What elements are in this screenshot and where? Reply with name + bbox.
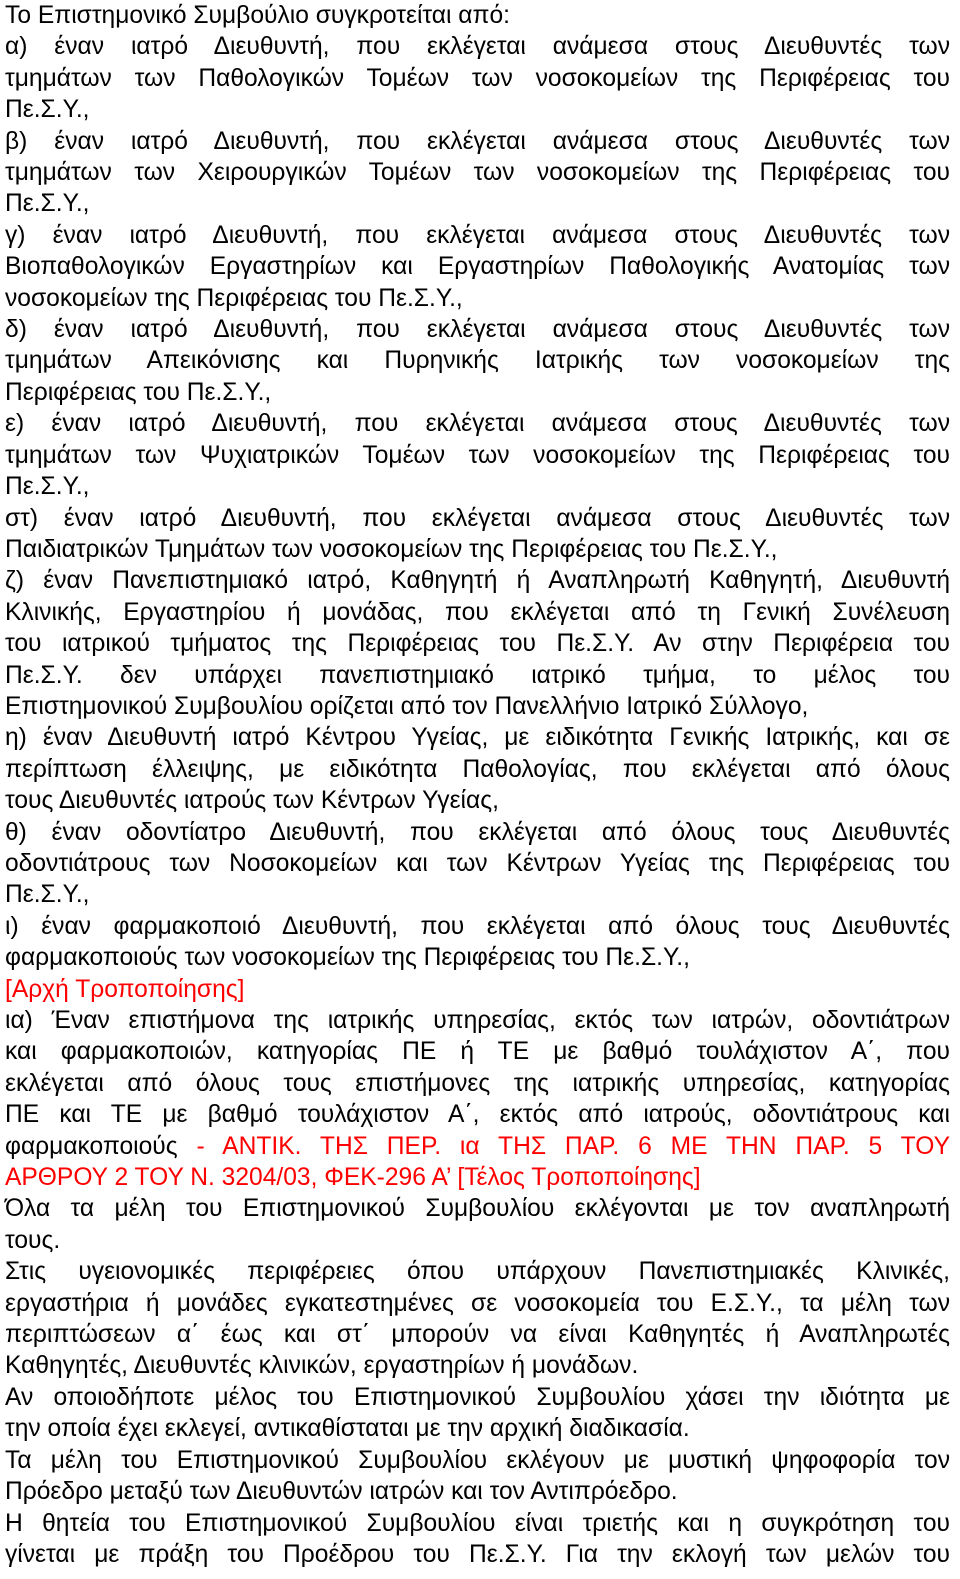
text-line: Επιστημονικού Συμβουλίου ορίζεται από τον Πανελλήνιο Ιατρικό Σύλλογο,: [5, 692, 809, 720]
text-line: την οποία έχει εκλεγεί, αντικαθίσταται με την αρχική διαδικασία.: [5, 1415, 690, 1443]
text-line: τμημάτων των Ψυχιατρικών Τομέων των νοσοκομείων της Περιφέρειας του: [5, 441, 950, 469]
item-h: [5, 722, 950, 816]
text-line: Περιφέρειας του Πε.Σ.Υ.,: [5, 378, 272, 406]
item-e: [5, 408, 950, 502]
amendment-note-end: ΑΡΘΡΟΥ 2 ΤΟΥ Ν. 3204/03, ΦΕΚ-296 Α’ [Τέλος Τροποποίησης]: [5, 1164, 701, 1192]
text-line: εργαστήρια ή μονάδες εγκατεστημένες σε νοσοκομεία του Ε.Σ.Υ., τα μέλη των: [5, 1289, 950, 1317]
text-line: γίνεται με πράξη του Προέδρου του Πε.Σ.Υ. Για την εκλογή των μελών του: [5, 1540, 950, 1568]
text-line-mixed: [5, 1131, 950, 1162]
text-line: οδοντιάτρους των Νοσοκομείων και των Κέντρων Υγείας της Περιφέρειας του: [5, 849, 950, 877]
text-line: γ) έναν ιατρό Διευθυντή, που εκλέγεται ανάμεσα στους Διευθυντές των: [5, 221, 950, 249]
amendment-note: - ΑΝΤΙΚ. ΤΗΣ ΠΕΡ. ια ΤΗΣ ΠΑΡ. 6 ΜΕ ΤΗΝ ΠΑΡ. 5 ΤΟΥ: [196, 1132, 950, 1160]
text-line: Στις υγειονομικές περιφέρειες όπου υπάρχουν Πανεπιστημιακές Κλινικές,: [5, 1258, 950, 1286]
text-line: Πρόεδρο μεταξύ των Διευθυντών ιατρών και τον Αντιπρόεδρο.: [5, 1478, 678, 1506]
item-a: [5, 31, 950, 125]
item-b: [5, 126, 950, 220]
text-line: Τα μέλη του Επιστημονικού Συμβουλίου εκλέγουν με μυστική ψηφοφορία τον: [5, 1446, 950, 1474]
item-th: [5, 817, 950, 911]
text-line: Πε.Σ.Υ. δεν υπάρχει πανεπιστημιακό ιατρικό τμήμα, το μέλος του: [5, 661, 950, 689]
text-line: Πε.Σ.Υ.,: [5, 881, 90, 909]
text-line: Αν οποιοδήποτε μέλος του Επιστημονικού Συμβουλίου χάσει την ιδιότητα με: [5, 1383, 950, 1411]
item-c: [5, 220, 950, 314]
text-line: Πε.Σ.Υ.,: [5, 190, 90, 218]
text-line: η) έναν Διευθυντή ιατρό Κέντρου Υγείας, με ειδικότητα Γενικής Ιατρικής, και σε: [5, 724, 950, 752]
paragraph-university-clinics: [5, 1256, 950, 1382]
item-d: [5, 314, 950, 408]
amendment-start-text: [Αρχή Τροποποίησης]: [5, 975, 245, 1003]
text-line: στ) έναν ιατρό Διευθυντή, που εκλέγεται ανάμεσα στους Διευθυντές των: [5, 504, 950, 532]
text-line: του ιατρικού τμήματος της Περιφέρειας του Πε.Σ.Υ. Αν στην Περιφέρεια του: [5, 630, 950, 658]
text-line: Όλα τα μέλη του Επιστημονικού Συμβουλίου εκλέγονται με τον αναπληρωτή: [5, 1195, 950, 1223]
text-line: και φαρμακοποιών, κατηγορίας ΠΕ ή ΤΕ με βαθμό τουλάχιστον Α΄, που: [5, 1038, 950, 1066]
item-ia-end-text: φαρμακοποιούς: [5, 1132, 197, 1160]
amendment-start-marker: [5, 974, 950, 1005]
text-line: τμημάτων Απεικόνισης και Πυρηνικής Ιατρικής των νοσοκομείων της: [5, 347, 950, 375]
text-line: τμημάτων των Χειρουργικών Τομέων των νοσοκομείων της Περιφέρειας του: [5, 159, 950, 187]
text-line: Βιοπαθολογικών Εργαστηρίων και Εργαστηρίων Παθολογικής Ανατομίας των: [5, 253, 950, 281]
text-line: α) έναν ιατρό Διευθυντή, που εκλέγεται ανάμεσα στους Διευθυντές των: [5, 33, 950, 61]
item-st: [5, 503, 950, 566]
text-line: εκλέγεται από όλους τους επιστήμονες της ιατρικής υπηρεσίας, κατηγορίας: [5, 1069, 950, 1097]
text-line: φαρμακοποιούς των νοσοκομείων της Περιφέρειας του Πε.Σ.Υ.,: [5, 944, 690, 972]
paragraph-members-elected: [5, 1193, 950, 1256]
intro-line: Το Επιστημονικό Συμβούλιο συγκροτείται από:: [5, 2, 510, 29]
item-z: [5, 565, 950, 722]
paragraph-term: [5, 1508, 950, 1571]
text-line: Καθηγητές, Διευθυντές κλινικών, εργαστηρίων ή μονάδων.: [5, 1352, 639, 1380]
text-line: δ) έναν ιατρό Διευθυντή, που εκλέγεται ανάμεσα στους Διευθυντές των: [5, 316, 950, 344]
text-line: περιπτώσεων α΄ έως και στ΄ μπορούν να είναι Καθηγητές ή Αναπληρωτές: [5, 1321, 950, 1349]
text-line: περίπτωση έλλειψης, με ειδικότητα Παθολογίας, που εκλέγεται από όλους: [5, 755, 950, 783]
text-line: τμημάτων των Παθολογικών Τομέων των νοσοκομείων της Περιφέρειας του: [5, 64, 950, 92]
text-line: ε) έναν ιατρό Διευθυντή, που εκλέγεται ανάμεσα στους Διευθυντές των: [5, 410, 950, 438]
text-line: ΠΕ και ΤΕ με βαθμό τουλάχιστον Α΄, εκτός από ιατρούς, οδοντιάτρους και: [5, 1101, 950, 1129]
paragraph-replacement: [5, 1382, 950, 1445]
text-line: ι) έναν φαρμακοποιό Διευθυντή, που εκλέγεται από όλους τους Διευθυντές: [5, 912, 950, 940]
intro-paragraph: [5, 0, 950, 31]
text-line: β) έναν ιατρό Διευθυντή, που εκλέγεται ανάμεσα στους Διευθυντές των: [5, 127, 950, 155]
text-line: θ) έναν οδοντίατρο Διευθυντή, που εκλέγεται από όλους τους Διευθυντές: [5, 818, 950, 846]
text-line: Πε.Σ.Υ.,: [5, 473, 90, 501]
text-line: Η θητεία του Επιστημονικού Συμβουλίου είναι τριετής και η συγκρότηση του: [5, 1509, 950, 1537]
paragraph-president-election: [5, 1445, 950, 1508]
text-line: ια) Έναν επιστήμονα της ιατρικής υπηρεσίας, εκτός των ιατρών, οδοντιάτρων: [5, 1007, 950, 1034]
text-line: νοσοκομείων της Περιφέρειας του Πε.Σ.Υ.,: [5, 284, 463, 312]
text-line: τους.: [5, 1226, 61, 1254]
text-line: Πε.Σ.Υ.,: [5, 96, 90, 124]
text-line: ζ) έναν Πανεπιστημιακό ιατρό, Καθηγητή ή Αναπληρωτή Καθηγητή, Διευθυντή: [5, 567, 950, 595]
item-i: [5, 911, 950, 974]
text-line: Παιδιατρικών Τμημάτων των νοσοκομείων της Περιφέρειας του Πε.Σ.Υ.,: [5, 535, 778, 563]
text-line: τους Διευθυντές ιατρούς των Κέντρων Υγείας,: [5, 787, 499, 815]
text-line: Κλινικής, Εργαστηρίου ή μονάδας, που εκλέγεται από τη Γενική Συνέλευση: [5, 598, 950, 626]
item-ia: [5, 1005, 950, 1193]
